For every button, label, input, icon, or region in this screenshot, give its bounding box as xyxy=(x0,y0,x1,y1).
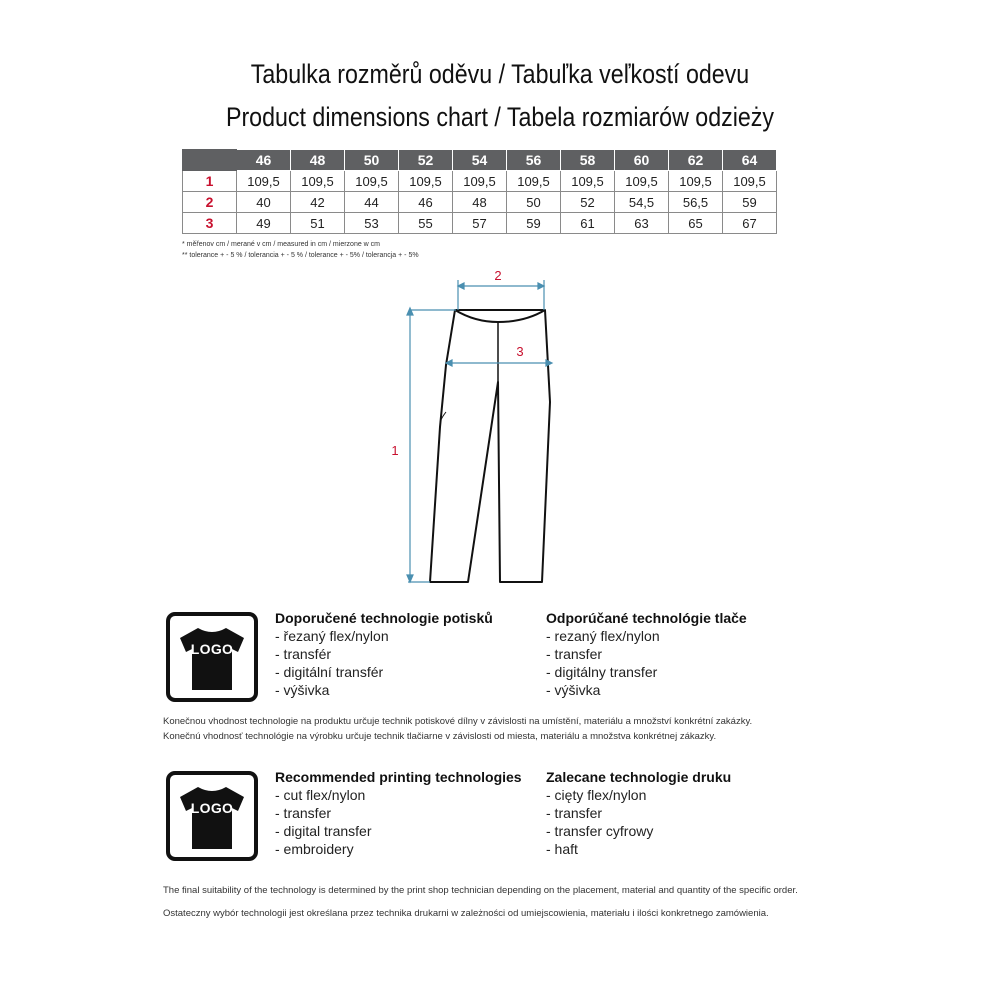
size-header-cell: 48 xyxy=(291,150,345,171)
table-cell: 50 xyxy=(507,192,561,213)
tech-item: - digitálny transfer xyxy=(546,664,658,680)
table-cell: 109,5 xyxy=(291,171,345,192)
page-subtitle: Product dimensions chart / Tabela rozmiarów odzieży xyxy=(225,102,775,132)
table-cell: 109,5 xyxy=(399,171,453,192)
tech-item: - transfer cyfrowy xyxy=(546,823,654,839)
tech-item: - transfer xyxy=(546,805,603,821)
size-header-cell: 60 xyxy=(615,150,669,171)
tech-item: - haft xyxy=(546,841,578,857)
table-cell: 65 xyxy=(669,213,723,234)
table-cell: 67 xyxy=(723,213,777,234)
table-cell: 44 xyxy=(345,192,399,213)
size-header-cell: 58 xyxy=(561,150,615,171)
tech-heading-cz: Doporučené technologie potisků xyxy=(275,610,493,626)
suitability-note-sk: Konečnú vhodnosť technológie na výrobku určuje technik tlačiarne v závislosti od miesta, materiálu a množstva konkrétnej zákazky. xyxy=(163,731,717,742)
table-cell: 109,5 xyxy=(453,171,507,192)
tech-item: - embroidery xyxy=(275,841,354,857)
measured-note: * měřenov cm / merané v cm / measured in cm / mierzone w cm xyxy=(182,241,380,248)
tech-item: - výšivka xyxy=(546,682,601,698)
tolerance-note: ** tolerance + - 5 % / tolerancia + - 5 % / tolerance + - 5% / tolerancja + - 5% xyxy=(182,252,419,259)
table-cell: 51 xyxy=(291,213,345,234)
table-cell: 42 xyxy=(291,192,345,213)
table-cell: 54,5 xyxy=(615,192,669,213)
table-cell: 109,5 xyxy=(669,171,723,192)
size-header-cell: 54 xyxy=(453,150,507,171)
size-header-cell: 50 xyxy=(345,150,399,171)
table-row xyxy=(183,171,777,192)
row-label: 2 xyxy=(183,192,237,213)
waist-dimension xyxy=(458,280,544,310)
label-hip: 3 xyxy=(516,344,524,359)
label-waist: 2 xyxy=(494,268,502,283)
pants-diagram xyxy=(380,262,580,592)
table-cell: 63 xyxy=(615,213,669,234)
logo-label: LOGO xyxy=(190,800,234,816)
table-cell: 59 xyxy=(723,192,777,213)
tshirt-logo-icon xyxy=(166,771,258,861)
tech-item: - výšivka xyxy=(275,682,330,698)
tech-list-cz xyxy=(275,609,493,699)
table-cell: 57 xyxy=(453,213,507,234)
table-cell: 46 xyxy=(399,192,453,213)
tech-item: - digital transfer xyxy=(275,823,372,839)
table-cell: 109,5 xyxy=(345,171,399,192)
table-cell: 53 xyxy=(345,213,399,234)
table-cell: 109,5 xyxy=(237,171,291,192)
table-cell: 59 xyxy=(507,213,561,234)
tech-item: - cięty flex/nylon xyxy=(546,787,647,803)
row-label: 1 xyxy=(183,171,237,192)
table-cell: 49 xyxy=(237,213,291,234)
label-length: 1 xyxy=(391,443,399,458)
size-header-cell: 46 xyxy=(237,150,291,171)
tech-heading-sk: Odporúčané technológie tlače xyxy=(546,610,747,626)
tech-item: - řezaný flex/nylon xyxy=(275,628,389,644)
tech-item: - transfer xyxy=(275,805,332,821)
tech-list-sk xyxy=(546,609,747,699)
table-cell: 109,5 xyxy=(615,171,669,192)
table-cell: 109,5 xyxy=(723,171,777,192)
tech-item: - transfér xyxy=(275,646,332,662)
table-cell: 109,5 xyxy=(561,171,615,192)
table-row xyxy=(183,192,777,213)
size-header-cell: 56 xyxy=(507,150,561,171)
table-cell: 56,5 xyxy=(669,192,723,213)
table-cell: 52 xyxy=(561,192,615,213)
suitability-note-cz: Konečnou vhodnost technologie na produktu určuje technik potiskové dílny v závislosti na umístění, materiálu a množství konkrétní zakázky. xyxy=(163,716,753,727)
tech-item: - transfer xyxy=(546,646,603,662)
table-cell: 40 xyxy=(237,192,291,213)
table-cell: 48 xyxy=(453,192,507,213)
tech-item: - digitální transfér xyxy=(275,664,384,680)
size-header-cell: 52 xyxy=(399,150,453,171)
row-label: 3 xyxy=(183,213,237,234)
tech-list-en xyxy=(275,768,522,858)
size-header-row xyxy=(183,150,777,171)
pants-outline xyxy=(430,310,550,582)
size-header-cell: 64 xyxy=(723,150,777,171)
suitability-note-pl: Ostateczny wybór technologii jest określana przez technika drukarni w zależności od umiejscowienia, materiału i ilości konkretnego zamówienia. xyxy=(163,908,769,919)
tshirt-logo-icon xyxy=(166,612,258,702)
tech-list-pl xyxy=(546,768,731,858)
tech-heading-en: Recommended printing technologies xyxy=(275,769,522,785)
page-title: Tabulka rozměrů oděvu / Tabuľka veľkostí odevu xyxy=(250,59,750,89)
table-cell: 61 xyxy=(561,213,615,234)
tech-heading-pl: Zalecane technologie druku xyxy=(546,769,732,785)
table-corner xyxy=(183,150,237,171)
table-row xyxy=(183,213,777,234)
size-header-cell: 62 xyxy=(669,150,723,171)
suitability-note-en: The final suitability of the technology is determined by the print shop technician depending on the placement, material and quantity of the specific order. xyxy=(163,885,798,896)
tech-item: - cut flex/nylon xyxy=(275,787,366,803)
table-cell: 109,5 xyxy=(507,171,561,192)
table-cell: 55 xyxy=(399,213,453,234)
logo-label: LOGO xyxy=(190,641,234,657)
size-table xyxy=(182,149,777,234)
tech-item: - rezaný flex/nylon xyxy=(546,628,660,644)
